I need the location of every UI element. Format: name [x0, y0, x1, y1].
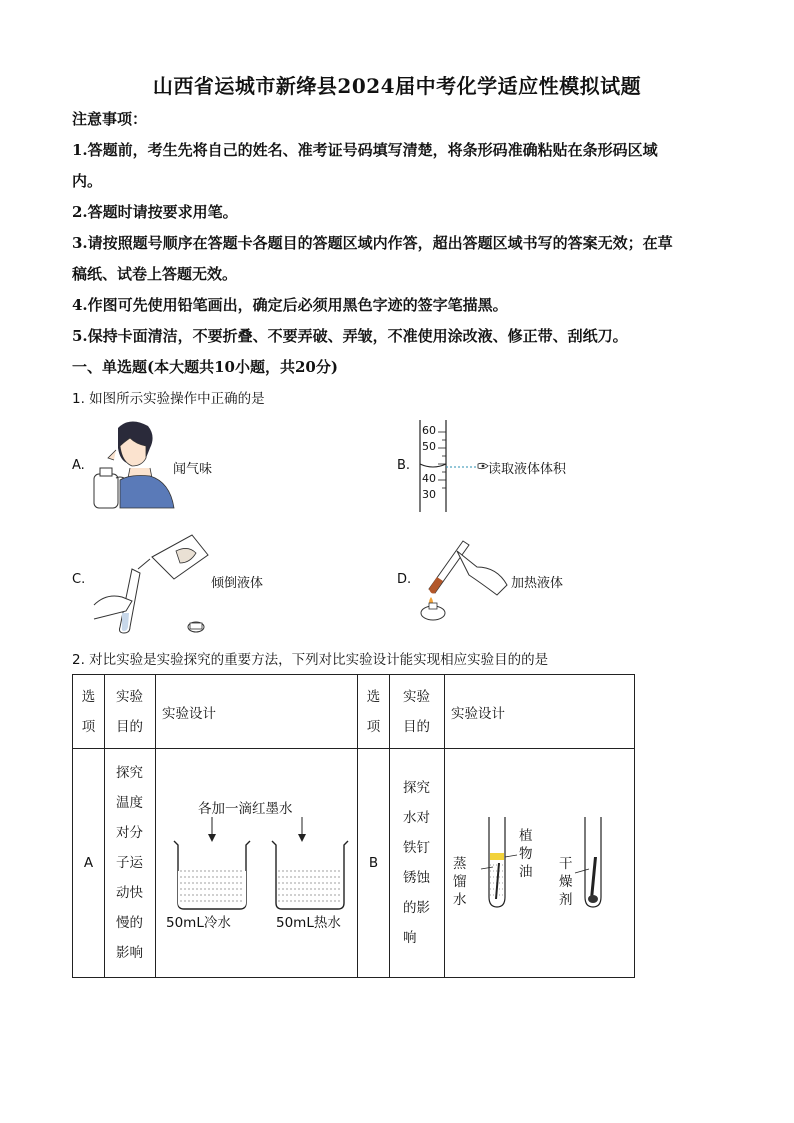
header-option-2: 选 项: [366, 688, 381, 735]
q2-table: [72, 674, 635, 978]
two-beakers-illustration: [156, 749, 351, 977]
row-a-option: A: [73, 749, 105, 978]
notice-item-1b: 内。: [72, 172, 103, 190]
row-a-purpose: 探究 温度 对分 子运 动快 慢的 影响: [116, 765, 143, 961]
notice-item-3a: 3.请按照题号顺序在答题卡各题目的答题区域内作答，超出答题区域书写的答案无效；在草: [72, 234, 673, 252]
section-heading: 一、单选题(本大题共10小题，共20分): [72, 358, 338, 376]
label-vegetable-oil: 植 物 油: [519, 828, 533, 880]
iron-nail-test-tubes-illustration: [445, 749, 628, 977]
cylinder-tick-40: 40: [422, 472, 436, 485]
notice-item-5: 5.保持卡面清洁，不要折叠、不要弄破、弄皱，不准使用涂改液、修正带、刮纸刀。: [72, 327, 628, 345]
q1-option-b-letter: B.: [397, 458, 411, 473]
row-a-top-label: 各加一滴红墨水: [198, 801, 293, 817]
q1-option-c-letter: C.: [72, 572, 86, 587]
row-a-design: [156, 749, 358, 978]
q1-option-a-letter: A.: [72, 458, 85, 473]
q1-option-d-letter: D.: [397, 572, 412, 587]
row-a-right-beaker-label: 50mL热水: [276, 915, 341, 931]
q2-stem: 2. 对比实验是实验探究的重要方法，下列对比实验设计能实现相应实验目的的是: [72, 652, 549, 668]
cylinder-tick-50: 50: [422, 440, 436, 453]
row-a-left-beaker-label: 50mL冷水: [166, 915, 231, 931]
cylinder-tick-60: 60: [422, 424, 436, 437]
q1-stem: 1. 如图所示实验操作中正确的是: [72, 391, 265, 407]
row-b-option: B: [358, 749, 390, 978]
row-b-design: [445, 749, 635, 978]
header-design-2: 实验设计: [445, 675, 635, 749]
q1-option-a-caption: 闻气味: [173, 462, 213, 477]
header-purpose-2: 实验 目的: [403, 688, 430, 735]
q2-table-header-row: [73, 675, 635, 749]
label-desiccant: 干 燥 剂: [559, 856, 573, 908]
notice-item-1a: 1.答题前，考生先将自己的姓名、准考证号码填写清楚，将条形码准确粘贴在条形码区域: [72, 141, 658, 159]
header-purpose: 实验 目的: [116, 688, 143, 735]
q1-option-c-caption: 倾倒液体: [211, 576, 264, 591]
notice-item-3b: 稿纸、试卷上答题无效。: [72, 265, 238, 283]
page-title: 山西省运城市新绛县2024届中考化学适应性模拟试题: [152, 74, 642, 98]
notice-heading: 注意事项：: [72, 110, 148, 128]
pouring-liquid-illustration: [92, 527, 214, 637]
header-design: 实验设计: [156, 675, 358, 749]
heating-liquid-illustration: [417, 537, 509, 621]
cylinder-tick-30: 30: [422, 488, 436, 501]
smelling-illustration: [90, 418, 176, 510]
q2-table-row: [73, 749, 635, 978]
label-distilled-water: 蒸 馏 水: [453, 856, 467, 908]
notice-item-2: 2.答题时请按要求用笔。: [72, 203, 238, 221]
row-b-purpose: 探究 水对 铁钉 锈蚀 的影 响: [403, 780, 430, 946]
q1-option-d-caption: 加热液体: [511, 576, 564, 591]
header-option: 选 项: [81, 688, 96, 735]
q1-option-b-caption: 读取液体体积: [488, 462, 567, 477]
notice-item-4: 4.作图可先使用铅笔画出，确定后必须用黑色字迹的签字笔描黑。: [72, 296, 508, 314]
